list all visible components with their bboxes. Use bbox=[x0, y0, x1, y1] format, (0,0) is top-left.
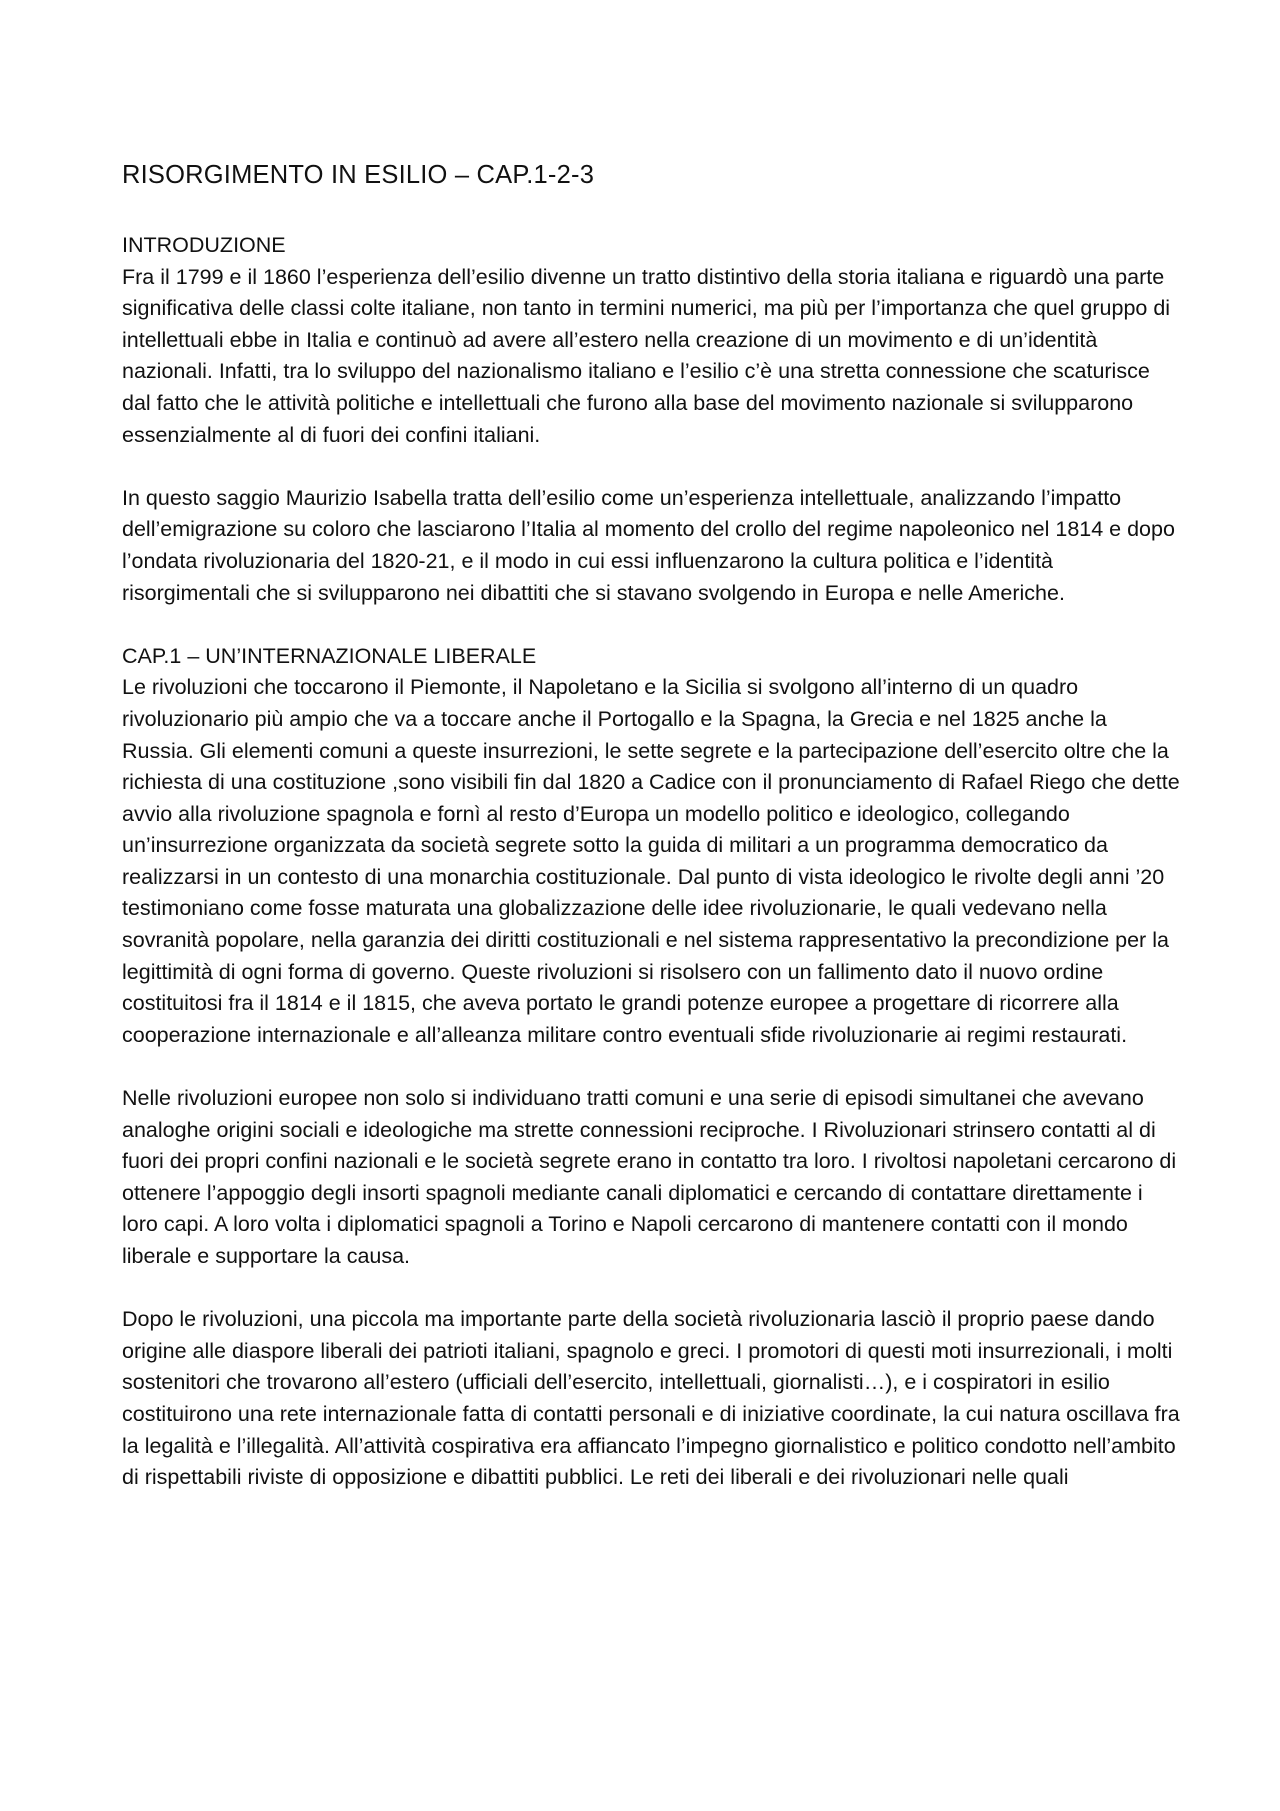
introduction-paragraph-1: Fra il 1799 e il 1860 l’esperienza dell’esilio divenne un tratto distintivo della storia italiana e riguardò una parte significativa delle classi colte italiane, non tanto in termini numerici, ma più per l’importanza che quel gruppo di intellettuali ebbe in Italia e continuò ad avere all’estero nella creazione di un movimento e di un’identità nazionali. Infatti, tra lo sviluppo del nazionalismo italiano e l’esilio c’è una stretta connessione che scaturisce dal fatto che le attività politiche e intellettuali che furono alla base del movimento nazionale si svilupparono essenzialmente al di fuori dei confini italiani. bbox=[122, 264, 1171, 447]
introduction-paragraph-2: In questo saggio Maurizio Isabella tratta dell’esilio come un’esperienza intellettuale, analizzando l’impatto dell’emigrazione su coloro che lasciarono l’Italia al momento del crollo del regime napoleonico nel 1814 e dopo l’ondata rivoluzionaria del 1820-21, e il modo in cui essi influenzarono la cultura politica e l’identità risorgimentali che si svilupparono nei dibattiti che si stavano svolgendo in Europa e nelle Americhe. bbox=[122, 485, 1175, 605]
chapter1-paragraph-3: Dopo le rivoluzioni, una piccola ma importante parte della società rivoluzionaria lasciò il proprio paese dando origine alle diaspore liberali dei patrioti italiani, spagnolo e greci. I promotori di questi moti insurrezionali, i molti sostenitori che trovarono all’estero (ufficiali dell’esercito, intellettuali, giornalisti…), e i cospiratori in esilio costituirono una rete internazionale fatta di contatti personali e di iniziative coordinate, la cui natura oscillava fra la legalità e l’illegalità. All’attività cospirativa era affiancato l’impegno giornalistico e politico condotto nell’ambito di rispettabili riviste di opposizione e dibattiti pubblici. Le reti dei liberali e dei rivoluzionari nelle quali bbox=[122, 1307, 1180, 1490]
chapter1-paragraph-2: Nelle rivoluzioni europee non solo si individuano tratti comuni e una serie di episodi simultanei che avevano analoghe origini sociali e ideologiche ma strette connessioni reciproche. I Rivoluzionari strinsero contatti al di fuori dei propri confini nazionali e le società segrete erano in contatto tra loro. I rivoltosi napoletani cercarono di ottenere l’appoggio degli insorti spagnoli mediante canali diplomatici e cercando di contattare direttamente i loro capi. A loro volta i diplomatici spagnoli a Torino e Napoli cercarono di mantenere contatti con il mondo liberale e supportare la causa. bbox=[122, 1086, 1177, 1268]
chapter1-paragraph-1: Le rivoluzioni che toccarono il Piemonte, il Napoletano e la Sicilia si svolgono all’interno di un quadro rivoluzionario più ampio che va a toccare anche il Portogallo e la Spagna, la Grecia e nel 1825 anche la Russia. Gli elementi comuni a queste insurrezioni, le sette segrete e la partecipazione dell’esercito oltre che la richiesta di una costituzione ,sono visibili fin dal 1820 a Cadice con il pronunciamento di Rafael Riego che dette avvio alla rivoluzione spagnola e fornì al resto d’Europa un modello politico e ideologico, collegando un’insurrezione organizzata da società segrete sotto la guida di militari a un programma democratico da realizzarsi in un contesto di una monarchia costituzionale. Dal punto di vista ideologico le rivolte degli anni ’20 testimoniano come fosse maturata una globalizzazione delle idee rivoluzionarie, le quali vedevano nella sovranità popolare, nella garanzia dei diritti costituzionali e nel sistema rappresentativo la precondizione per la legittimità di ogni forma di governo. Queste rivoluzioni si risolsero con un fallimento dato il nuovo ordine costituitosi fra il 1814 e il 1815, che aveva portato le grandi potenze europee a progettare di ricorrere alla cooperazione internazionale e all’alleanza militare contro eventuali sfide rivoluzionarie ai regimi restaurati. bbox=[122, 675, 1180, 1047]
document-body bbox=[122, 157, 1182, 1494]
introduction-heading: INTRODUZIONE bbox=[122, 233, 286, 257]
document-title: RISORGIMENTO IN ESILIO – CAP.1-2-3 bbox=[122, 161, 595, 189]
chapter1-heading: CAP.1 – UN’INTERNAZIONALE LIBERALE bbox=[122, 643, 537, 668]
